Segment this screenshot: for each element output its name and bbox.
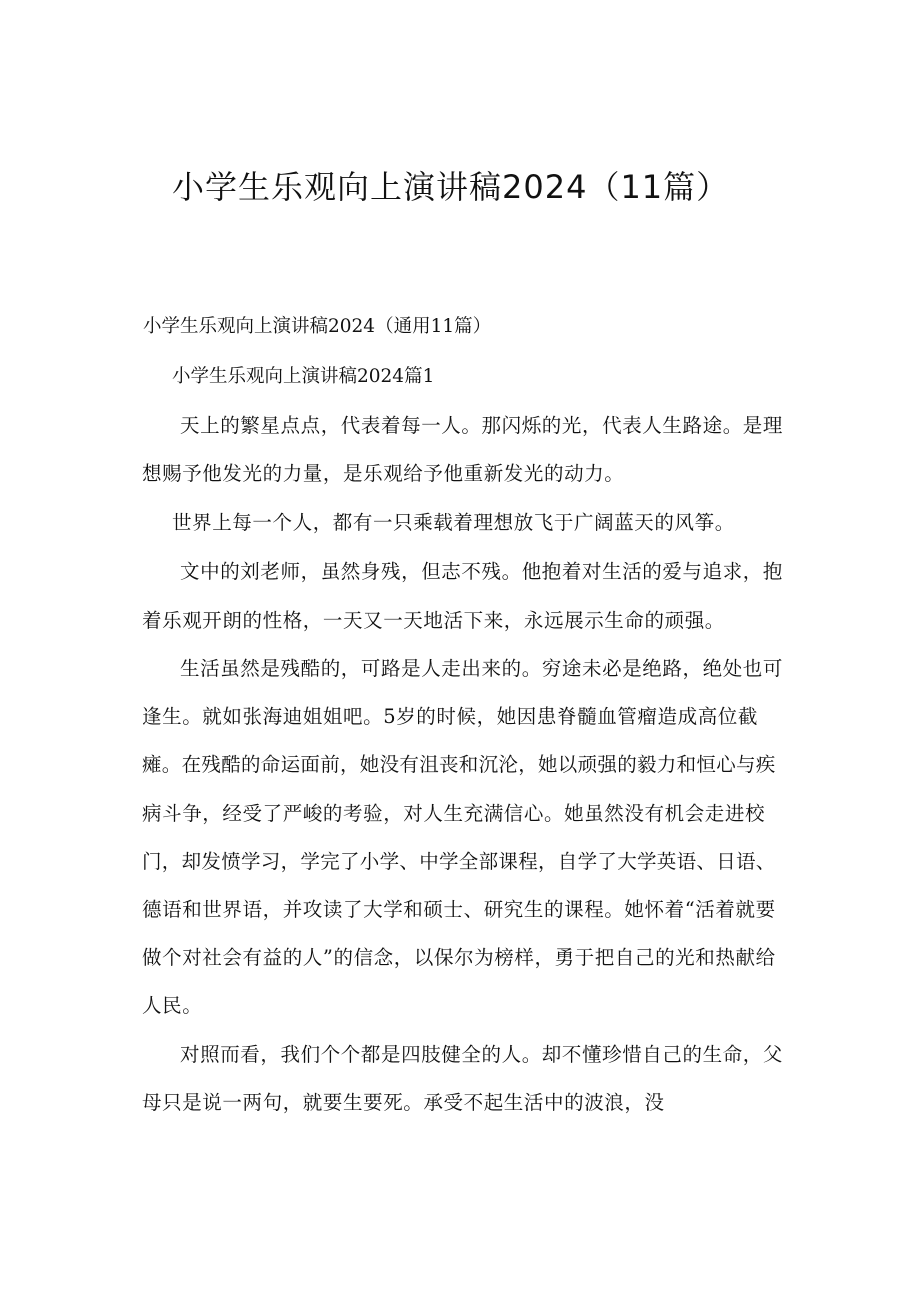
body-line: 逢生。就如张海迪姐姐吧。5岁的时候，她因患脊髓血管瘤造成高位截 bbox=[142, 705, 759, 728]
document-title: 小学生乐观向上演讲稿2024（11篇） bbox=[172, 168, 730, 206]
body-line: 做个对社会有益的人”的信念，以保尔为榜样，勇于把自己的光和热献给 bbox=[142, 946, 776, 969]
document-subtitle: 小学生乐观向上演讲稿2024（通用11篇） bbox=[143, 316, 492, 337]
body-line: 母只是说一两句，就要生要死。承受不起生活中的波浪，没 bbox=[142, 1091, 665, 1114]
body-line: 想赐予他发光的力量，是乐观给予他重新发光的动力。 bbox=[142, 462, 625, 485]
body-line: 天上的繁星点点，代表着每一人。那闪烁的光，代表人生路途。是理 bbox=[180, 414, 784, 437]
body-line: 生活虽然是残酷的，可路是人走出来的。穷途未必是绝路，绝处也可 bbox=[180, 657, 784, 680]
section-heading: 小学生乐观向上演讲稿2024篇1 bbox=[172, 366, 435, 387]
body-line: 着乐观开朗的性格，一天又一天地活下来，永远展示生命的顽强。 bbox=[142, 609, 725, 632]
body-line: 世界上每一个人，都有一只乘载着理想放飞于广阔蓝天的风筝。 bbox=[172, 511, 735, 534]
body-line: 病斗争，经受了严峻的考验，对人生充满信心。她虽然没有机会走进校 bbox=[142, 802, 766, 825]
body-line: 瘫。在残酷的命运面前，她没有沮丧和沉沦，她以顽强的毅力和恒心与疾 bbox=[142, 753, 776, 776]
body-line: 门，却发愤学习，学完了小学、中学全部课程，自学了大学英语、日语、 bbox=[142, 850, 776, 873]
body-line: 人民。 bbox=[142, 994, 203, 1017]
body-line: 文中的刘老师，虽然身残，但志不残。他抱着对生活的爱与追求，抱 bbox=[180, 560, 784, 583]
body-line: 对照而看，我们个个都是四肢健全的人。却不懂珍惜自己的生命，父 bbox=[180, 1043, 784, 1066]
body-line: 德语和世界语，并攻读了大学和硕士、研究生的课程。她怀着“活着就要 bbox=[142, 898, 776, 921]
